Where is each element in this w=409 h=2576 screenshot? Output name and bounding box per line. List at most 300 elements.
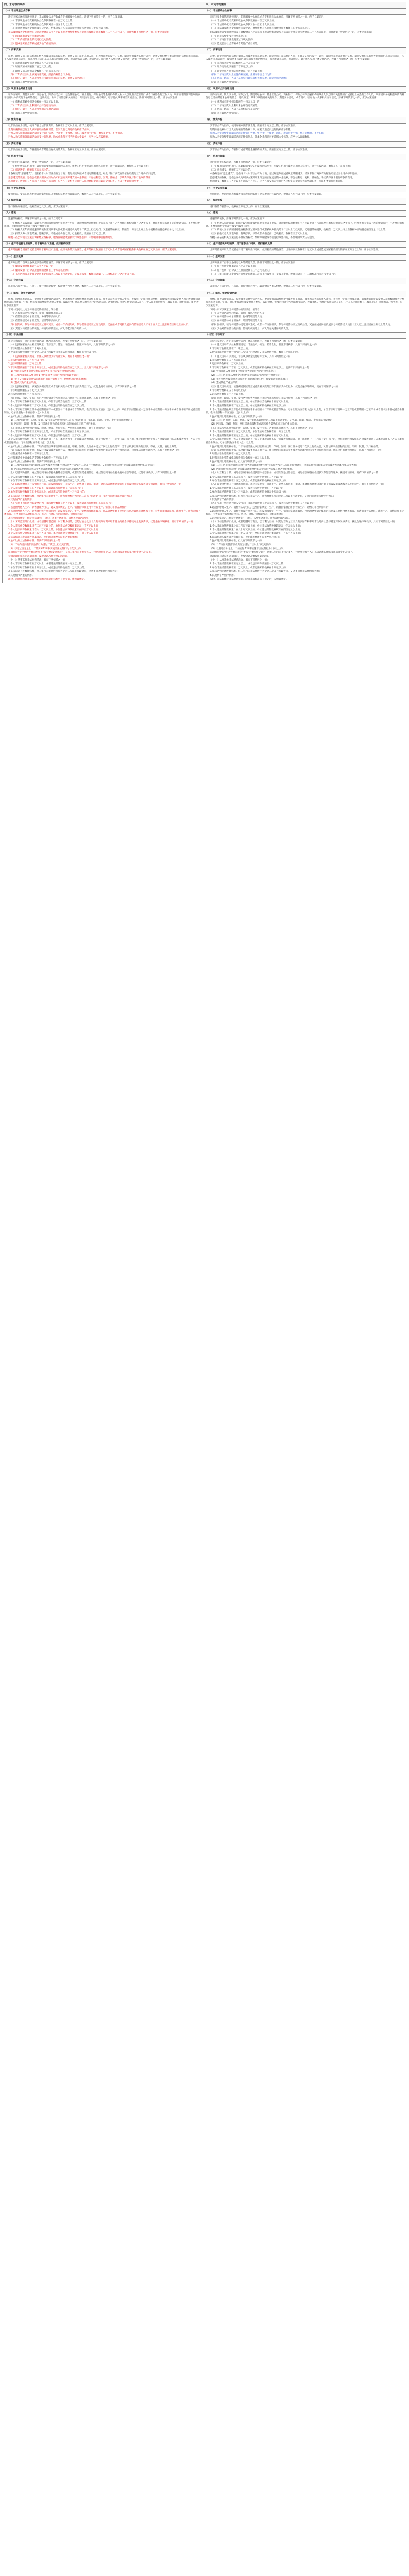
provision-paragraph: 1.个人非法经营数额在五万元以上的，单位非法经营数额在十五万元以上的； [8,401,89,404]
section-title-row [3,211,406,217]
section-title-cell-right [204,291,406,297]
provision-paragraph: 4.虽未达到上述数额标准，二年内因非法从事出版物的出版、印刷、复制、发行业务受过二次以上行政处罚，又非法从事出版物的出版、印刷、复制、发行业务的。 [8,445,179,448]
provision-paragraph: 行为人为实施集资诈骗活动而支付的广告费、中介费、手续费、回扣，或者用于行贿、赠与等费用，不予扣除。 [8,132,125,135]
provision-paragraph: 3.违反国家规定，私设生猪屠宰厂（场），从事生猪屠宰、销售等经营活动的。 [210,517,292,520]
provision-paragraph: （五）明示、暗示三人以上从事与内幕信息相关的证券、期货交易活动的； [210,77,288,80]
provision-paragraph: 以非法占有为目的，在签订、履行合同过程中，骗取对方当事人财物，数额在二万元以上的，应予立案追诉。 [210,285,324,289]
provision-paragraph: （一）获利或者避免损失数额在一百万元以上的； [210,100,263,104]
section-title: （十一）虚开发票 [206,255,225,258]
provision-paragraph: 3.违反国家规定，私设生猪屠宰厂（场），从事生猪屠宰、销售等经营活动的。 [8,517,90,520]
provision-paragraph: 1.个人非法经营数额在五万元以上，或者违法所得数额在一万元以上的； [8,563,84,566]
provision-paragraph: 纳税人在公安机关立案后再补缴应纳税款、缴纳滞纳金或者接受行政处罚的，不影响刑事责任的追究。 [210,236,317,240]
provision-paragraph: 1.个人非法经营数额在五万元以上，或者违法所得数额在一万元以上的； [210,487,286,490]
provision-paragraph: （一）非法吸收或者变相吸收公众存款数额在一百万元以上的； [8,20,75,23]
section-title-cell-left [3,278,204,284]
section-title-row [3,291,406,297]
provision-paragraph: 1.个人非法放贷数额累计在二百万元以上的，单位非法放贷数额累计在一千万元以上的； [210,524,302,528]
provision-paragraph: 3.虽未达到上述数额标准，但两年内因非法生产、销售赌博机行为受过二次以上行政处罚，又进行同种非法经营行为的； [8,495,134,498]
provision-paragraph: （二）虚开发票一百份以上且票面金额在三十万元以上的； [8,269,70,272]
provision-paragraph: （四）具有其他严重情节的。 [8,112,39,115]
section-title-cell-right [204,154,406,160]
section-title: （七）有价证券诈骗 [206,187,227,190]
provision-paragraph: 2.个人违法所得数额在二万元以上的，单位违法所得数额在五万元以上的； [210,404,288,408]
provision-paragraph: 下列人员可以认定为传销活动的组织者、领导者： [8,308,61,311]
provision-paragraph: （三）造成恶劣社会影响或者其他严重后果的。 [8,42,58,45]
provision-paragraph: 法律、司法解释对非法经营犯罪的立案追诉标准另有规定的，依照其规定。 [8,578,87,581]
provision-paragraph: 使用伪造、变造的国库券或者国家发行的其他有价证券进行诈骗活动，数额在五万元以上的，应予立案追诉。 [210,193,324,196]
provision-paragraph: 进行信用卡诈骗活动，涉嫌下列情形之一的，应予立案追诉： [8,161,73,164]
provision-paragraph: 使用伪造、变造的国库券或者国家发行的其他有价证券进行诈骗活动，数额在五万元以上的，应予立案追诉。 [8,193,122,196]
provision-paragraph: （二）证券交易成交额在二百万元以上的； [8,66,54,69]
provision-paragraph: （三）扣缴义务人采取欺骗、隐瞒手段，不缴或者少缴已扣、已收税款，数额在十万元以上的。 [210,232,309,235]
section-title: （一）非法吸收公众存款 [4,10,30,12]
provision-paragraph: （一）在传销活动中起发起、策划、操纵作用的人员； [210,312,267,315]
provision-paragraph: 2.单位非法经营数额在十五万元以上，或者违法所得数额在五万元以上的。 [210,480,288,483]
header-left: 四、未定罪的案件 [3,2,204,9]
provision-paragraph: 恶意透支，数额在五万元以上不满五十万元的，应当在公安机关立案后人民检察院提起公诉前全部归还，可以不予追究刑事责任。 [210,180,345,183]
provision-paragraph: 以非法占有为目的，诈骗银行或者其他金融机构的贷款，数额在五万元以上的，应予立案追诉。 [210,148,309,151]
section-title-cell-left [3,242,204,248]
provision-paragraph: 2.以提供给他人生产、销售食用农产品为目的，违反国家规定，生产、销售国家禁用农药、食品动物中禁止使用的药品及其他化合物等有毒、有害的非食品原料，或者生产、销售添加上述有毒、有害的非食品原料的农药、兽药、饲料、饲料添加剂、饲料原料的； [4,510,200,516]
new-provision-cell [204,192,406,198]
provision-paragraph: 逃避缴纳税款，涉嫌下列情形之一的，应予立案追诉： [210,218,267,221]
provision-paragraph: 2.单位非法经营数额在五十万元以上，或者违法所得数额在十万元以上的； [8,566,87,569]
section-body-row [3,54,406,87]
provision-paragraph: （1）二年内因非法经营国际电信业务或者涉港澳台电信业务行为受过二次以上行政处罚，又非法经营国际电信业务或者涉港澳台电信业务的； [8,464,157,467]
provision-paragraph: 3.非法经营数额在二百五十万元以上，或者违法所得数额在五万元以上，且具有下列情形之一的： [210,366,312,369]
provision-paragraph: 行为人为实施集资诈骗活动而支付的广告费、中介费、手续费、回扣，或者用于行贿、赠与等费用，不予扣除。 [210,132,326,135]
provision-paragraph: （四）二年内三次以上实施内幕交易、泄露内幕信息行为的； [8,73,73,76]
section-title-cell-left [3,332,204,338]
section-title-cell-right [204,198,406,204]
new-provision-cell [204,147,406,154]
provision-paragraph: （五）非法从事出版物的出版、印刷、复制、发行业务，严重扰乱市场秩序，具有下列情形之一的： [8,427,113,430]
section-title-cell-left [3,9,204,15]
provision-paragraph: 3.虽未达到上述数额标准，但具有下列情形之一的： [210,461,265,464]
provision-paragraph: （十）未经监管部门批准，或者超越经营范围，以营利为目的，以超过百分之三十六的实际年利率经常性地向社会不特定对象发放贷款，扰乱金融市场秩序，具有下列情形之一的： [8,521,195,524]
provision-paragraph: 2.经营来话业务造成电信资费损失数额在一百万元以上的； [210,456,272,460]
new-provision-cell [204,204,406,210]
provision-paragraph: （一）虚开发票金额累计在五十万元以上的； [8,265,56,268]
provision-paragraph: （三）造成恶劣社会影响或者其他严重后果的。 [210,42,260,45]
new-provision-cell [204,248,406,254]
provision-paragraph: （九）实施下列危害食品安全行为，非法经营数额在十万元以上，或者违法所得数额在五万元以上的： [8,502,115,505]
provision-paragraph: （三）非法吸收或者变相吸收公众存款，给集资参与人造成直接经济损失数额在五十万元以上的。 [210,27,312,30]
section-title: （十）虚开增值税专用发票、用于骗取出口退税、抵扣税款发票 [4,243,71,246]
section-title-row [3,198,406,204]
provision-paragraph: （2）二年内因非法从事资金支付结算业务违法行为受过行政处罚的； [8,374,81,377]
section-title-row [3,332,406,338]
section-title-cell-left [3,117,204,124]
provision-paragraph: （二）非法吸收或者变相吸收公众存款对象一百五十人以上的； [210,23,276,26]
provision-paragraph: 虚开刑法第二百零五条规定以外的其他发票，涉嫌下列情形之一的，应予立案追诉： [210,261,298,264]
section-title: （九）逃税 [206,212,218,215]
provision-paragraph: 下列人员可以认定为传销活动的组织者、领导者： [210,308,263,311]
provision-paragraph: （1）二年内因实施非法放贷行为受过二次以上行政处罚的； [8,544,72,547]
section-title-row [3,141,406,147]
section-body-row [3,147,406,154]
section-title-cell-right [204,185,406,192]
section-title-cell-left [3,87,204,93]
section-title: （十）虚开增值税专用发票、用于骗取出口退税、抵扣税款发票 [206,243,272,246]
old-provision-cell [3,192,204,198]
provision-paragraph: 2.违法所得数额在十万元以上的； [210,363,246,366]
provision-paragraph: 恶意透支的数额，是指公安机关刑事立案时尚未归还的实际透支的本金数额，不包括利息、复利、滞纳金、手续费等发卡银行收取的费用。 [8,176,153,179]
provision-paragraph: （1）曾因非法从事资金支付结算业务犯罪行为受过刑事追究的； [210,370,278,374]
provision-paragraph: （一）因非法集资受过刑事追究的； [210,35,248,38]
section-body-row [3,204,406,210]
section-body-row [3,248,406,254]
section-body-row [3,260,406,278]
provision-paragraph: 3.个人非法经营报纸五千份或者期刊五千本或者图书二千册或者音像制品、电子出版物五百张（盒）以上的，单位非法经营报纸一万五千份或者期刊一万五千本或者图书五千册或者音像制品、电子出版物一千五百张（盒）以上的； [206,408,404,415]
provision-paragraph: 以非法占有为目的，诈骗银行或者其他金融机构的贷款，数额在五万元以上的，应予立案追诉。 [8,148,108,151]
provision-paragraph: 非法吸收或者变相吸收公众存款数额在五十万元以上或者给集资参与人造成直接经济损失数额在二十五万元以上，同时涉嫌下列情形之一的，应予立案追诉： [210,31,373,34]
section-title: （六）信用卡诈骗 [206,155,225,158]
provision-paragraph: （八）以提供给他人开设赌场为目的，违反国家规定，非法生产、销售具有退币、退分、退钢珠等赌博功能的电子游戏设施设备或者其专用软件，具有下列情形之一的： [8,483,184,486]
provision-paragraph: 4.造成借款人或者其近亲属自杀、死亡或者精神失常等严重后果的； [210,536,281,539]
new-provision-cell [204,284,406,291]
provision-paragraph: 1.个人非法经营数额在十五万元以上的，单位非法经营数额在五十万元以上的； [210,431,293,434]
provision-paragraph: （1）二年内因实施非法放贷行为受过二次以上行政处罚的； [210,544,273,547]
provision-paragraph: （八）以提供给他人开设赌场为目的，违反国家规定，非法生产、销售具有退币、退分、退钢珠等赌博功能的电子游戏设施设备或者其专用软件，具有下列情形之一的： [210,483,385,486]
provision-paragraph: 违反国家金融管理法律规定，非法吸收公众存款或者变相吸收公众存款，涉嫌下列情形之一的，应予立案追诉： [8,16,125,19]
new-provision-cell [204,124,406,142]
section-body-row [3,297,406,332]
provision-paragraph: 4.虽未达到上述数额标准，但具有下列情形之一的： [8,415,63,418]
provision-paragraph: （二）纳税人五年内因逃避缴纳税款受过刑事处罚或者被税务机关给予二次以上行政处罚，又逃避缴纳税款，数额在十万元以上并且占各税种应纳税总额百分之十以上的； [8,229,186,232]
old-provision-cell [3,217,204,242]
section-title: （三）利用未公开信息交易 [206,88,235,91]
provision-paragraph: （五）其他对传销活动的实施、传销组织的建立、扩大等起关键作用的人员。 [8,327,89,330]
provision-paragraph: 行为人为实施集资诈骗活动而支付的利息，除本金未归还可予折抵本金以外，应当计入诈骗数额。 [8,136,110,139]
provision-paragraph: 2.经营来话业务造成电信资费损失数额在一百万元以上的； [8,456,70,460]
provision-paragraph: （二）二年内因非法集资受过行政处罚的； [8,39,54,42]
provision-paragraph: 证券、期货交易内幕信息的知情人员或者非法获取证券、期货交易内幕信息的人员，在涉及证券的发行，证券、期货交易或者其他对证券、期货交易价格有重大影响的信息尚未公开前，买入或者卖出该证券，或者从事与该内幕信息有关的期货交易，或者泄露该信息，或者明示、暗示他人从事上述交易活动，涉嫌下列情形之一的，应予立案追诉： [4,55,201,61]
provision-paragraph: 贷款到期后延长还款期限的，发放贷款次数按照1次计算。 [8,555,69,558]
section-title-cell-right [204,278,406,284]
section-title-row [3,48,406,54]
provision-paragraph: 2.曾因非法经营食盐行为受过二次以上行政处罚又非法经营食盐，数量在十吨以上的。 [210,351,300,354]
section-title-cell-left [3,198,204,204]
section-title: （九）逃税 [4,212,16,215]
provision-paragraph: （三）五年内因虚开发票受过刑事处罚或者二次以上行政处罚，又虚开发票，数额达到第一、二项标准百分之六十以上的。 [210,273,338,276]
old-provision-cell [3,297,204,332]
old-provision-cell [3,160,204,185]
new-provision-cell [204,93,406,117]
section-body-row [3,338,406,583]
section-title-cell-right [204,48,406,54]
provision-paragraph: 1.个人非法放贷数额累计在二百万元以上的，单位非法放贷数额累计在一千万元以上的； [8,524,101,528]
provision-paragraph: 1.非法经营食盐数量在二十吨以上的； [210,347,250,350]
provision-paragraph: 4.其他情节严重的情形。 [210,574,236,577]
provision-paragraph: 法律、司法解释对非法经营犯罪的立案追诉标准另有规定的，依照其规定。 [210,578,288,581]
provision-paragraph: 2.个人违法所得数额在五万元以上的，单位违法所得数额在十五万元以上的； [8,434,89,437]
provision-paragraph: （三）扣缴义务人采取欺骗、隐瞒手段，不缴或者少缴已扣、已收税款，数额在十万元以上的。 [8,232,108,235]
section-title: （十三）组织、领导传销活动 [206,292,237,295]
provision-paragraph: （一）获利或者避免损失数额在五十万元以上的； [210,62,263,65]
provision-paragraph: 2.曾因非法经营食盐行为受过二次以上行政处罚又非法经营食盐，数量在十吨以上的。 [8,351,99,354]
provision-paragraph: 恶意透支，数额在五万元以上不满五十万元的，应当在公安机关立案后人民检察院提起公诉前全部归还，可以不予追究刑事责任。 [8,180,143,183]
provision-paragraph: （一）虚开发票金额累计在五十万元以上的； [210,265,257,268]
section-title-cell-right [204,141,406,147]
provision-paragraph: 3.虽未达到上述数额标准，但二年内因非法经营行为受过二次以上行政处罚，又从事同种非法经营行为的； [8,570,120,573]
provision-paragraph: （3）拒不交代涉案资金去向或者拒不配合追缴工作，致使赃款无法追缴的； [8,378,88,381]
provision-paragraph: （一）非法吸收或者变相吸收公众存款数额在一百万元以上的； [210,20,276,23]
provision-paragraph: （3）拒不交代涉案资金去向或者拒不配合追缴工作，致使赃款无法追缴的； [210,378,290,381]
old-provision-cell [3,284,204,291]
provision-paragraph: （1）二年内因出版、印刷、复制、发行非法出版物受过二次以上行政处罚，又出版、印刷、复制、发行非法出版物的； [210,419,335,422]
new-provision-cell [204,260,406,278]
section-body-row [3,15,406,48]
provision-paragraph: 1.非法经营数额在五百万元以上的； [8,389,46,393]
provision-paragraph: （二）非法吸收或者变相吸收公众存款对象一百五十人以上的； [8,23,75,26]
section-title-row [3,154,406,160]
provision-paragraph: 组织、领导以推销商品、提供服务等经营活动为名，要求参加者以缴纳费用或者购买商品、服务等方式获得加入资格，并按照一定顺序组成层级，直接或者间接以发展人员的数量作为计酬或者返利依据，引诱、胁迫参加者继续发展他人参加，骗取财物，扰乱经济社会秩序的传销活动，涉嫌组织、领导的传销活动人员在三十人以上且层级在三级以上的，对组织者、领导者，应予立案追诉。 [206,298,404,308]
provision-paragraph: （五）其他对传销活动的实施、传销组织的建立、扩大等起关键作用的人员。 [210,327,291,330]
provision-paragraph: 4.虽未达到上述数额标准，但具有下列情形之一的： [210,415,265,418]
provision-paragraph: （2）二年内因非法从事资金支付结算业务违法行为受过行政处罚的； [210,374,283,377]
new-provision-cell [204,297,406,332]
provision-paragraph: 1.以提供给他人生产、销售食品为目的，违反国家规定，生产、销售国家禁止用于食品生产、销售的非食品原料的； [210,506,331,509]
section-title: （十四）非法经营 [4,333,23,336]
provision-paragraph: （十一）从事其他非法经营活动，具有下列情形之一的： [8,559,68,562]
section-title: （十一）虚开发票 [4,255,23,258]
section-title-cell-right [204,332,406,338]
section-body-row [3,284,406,291]
new-provision-cell [204,338,406,583]
section-body-row [3,217,406,242]
provision-paragraph: （四）二年内三次以上实施内幕交易、泄露内幕信息行为的； [210,73,274,76]
provision-paragraph: （三）非法吸收或者变相吸收公众存款，给集资参与人造成直接经济损失数额在五十万元以上的。 [8,27,110,30]
provision-paragraph: （二）违反国家有关规定，非法从事资金支付结算业务，具有下列情形之一的： [8,355,91,358]
provision-paragraph: 恶意透支的数额，是指公安机关刑事立案时尚未归还的实际透支的本金数额，不包括利息、复利、滞纳金、手续费等发卡银行收取的费用。 [210,176,355,179]
section-title: （二）内幕交易 [4,49,21,52]
old-provision-cell [3,204,204,210]
section-title: （五）贷款诈骗 [206,142,223,145]
old-provision-cell [3,147,204,154]
provision-paragraph: （二）二年内三次以上利用未公开信息交易的； [8,105,58,108]
section-title-row [3,242,406,248]
provision-paragraph: 5.虽未达到上述数额标准，但具有下列情形之一的： [210,540,265,543]
new-provision-cell [204,160,406,185]
provision-paragraph: 3.非法经营数额在二百五十万元以上，或者违法所得数额在五万元以上，且具有下列情形之一的： [8,366,110,369]
provision-paragraph: 3.虽未达到上述数额标准，但两年内因非法生产、销售赌博机行为受过二次以上行政处罚，又进行同种非法经营行为的； [210,495,336,498]
header-right: 四、未定罪的案件 [204,2,406,9]
section-title-cell-right [204,211,406,217]
provision-paragraph: 2.个人违法所得数额在五万元以上的，单位违法所得数额在十五万元以上的； [210,434,290,437]
provision-paragraph: （2）因出版、印刷、复制、发行非法出版物造成恶劣社会影响或者其他严重后果的。 [210,423,299,426]
section-body-row [3,93,406,117]
provision-paragraph: （三）违反国家规定，实施倒买倒卖外汇或者变相买卖外汇等非法买卖外汇行为，扰乱金融市场秩序，具有下列情形之一的： [210,385,340,388]
section-title-row [3,9,406,15]
provision-paragraph: （六）采取租用国际专线、私设转接设备或者其他方法，擅自经营国际电信业务或者涉港澳台电信业务进行营利活动，扰乱电信市场管理秩序，具有下列情形之一的： [8,449,182,452]
provision-paragraph: （六）具有其他严重情节的。 [210,81,241,84]
provision-paragraph: （2）以超过百分之七十二的实际年利率实施非法放贷行为十次以上的。 [210,547,285,550]
provision-paragraph: （二）在传销活动中承担管理、协调等职责的人员； [8,316,63,319]
section-title-cell-left [3,254,204,260]
provision-paragraph: 2.以提供给他人生产、销售食用农产品为目的，违反国家规定，生产、销售国家禁用农药、食品动物中禁止使用的药品及其他化合物等有毒、有害的非食品原料，或者生产、销售添加上述有毒、有害的非食品原料的农药、兽药、饲料、饲料添加剂、饲料原料的； [206,510,404,516]
provision-paragraph: （五）非法从事出版物的出版、印刷、复制、发行业务，严重扰乱市场秩序，具有下列情形之一的： [210,427,315,430]
provision-paragraph: 进行保险诈骗活动，数额在五万元以上的，应予立案追诉。 [210,205,272,208]
provision-paragraph: 贷款到期后延长还款期限的，发放贷款次数按照1次计算。 [210,555,271,558]
provision-paragraph: （三）期货交易占用保证金数额在一百万元以上的； [210,70,265,73]
section-title: （六）信用卡诈骗 [4,155,23,158]
provision-paragraph: 虚开刑法第二百零五条规定以外的其他发票，涉嫌下列情形之一的，应予立案追诉： [8,261,96,264]
section-body-row [3,160,406,185]
section-title-cell-left [3,141,204,147]
provision-paragraph: 4.造成借款人或者其近亲属自杀、死亡或者精神失常等严重后果的； [8,536,79,539]
section-title-cell-left [3,154,204,160]
provision-paragraph: 4.其他情节严重的情形。 [210,498,236,501]
section-title-cell-left [3,291,204,297]
provision-paragraph: 2.违法所得数额在十万元以上的。 [210,393,246,396]
provision-paragraph: （二）违反国家有关规定，非法从事资金支付结算业务，具有下列情形之一的： [210,355,293,358]
provision-paragraph: （四）出版、印刷、复制、发行严重危害社会秩序和扰乱市场秩序的非法出版物，具有下列情形之一的： [8,397,118,400]
provision-paragraph: 4.其他情节严重的情形。 [8,574,35,577]
provision-paragraph: 3.个人非法放贷对象累计在五十人以上的，单位非法放贷对象累计在一百五十人以上的； [210,532,302,535]
provision-paragraph: （十一）从事其他非法经营活动，具有下列情形之一的： [210,559,269,562]
provision-paragraph: 1.个人非法经营数额在五万元以上的，单位非法经营数额在十五万元以上的； [210,401,290,404]
provision-paragraph: （九）实施下列危害食品安全行为，非法经营数额在十万元以上，或者违法所得数额在五万元以上的： [210,502,317,505]
section-body-row [3,124,406,142]
provision-paragraph: 1.个人非法经营数额在五万元以上，或者违法所得数额在一万元以上的； [8,487,84,490]
provision-paragraph: （十）未经监管部门批准，或者超越经营范围，以营利为目的，以超过百分之三十六的实际年利率经常性地向社会不特定对象发放贷款，扰乱金融市场秩序，具有下列情形之一的： [210,521,397,524]
provision-paragraph: 证券、期货交易内幕信息的知情人员或者非法获取证券、期货交易内幕信息的人员，在涉及证券的发行，证券、期货交易或者其他对证券、期货交易价格有重大影响的信息尚未公开前，买入或者卖出该证券，或者从事与该内幕信息有关的期货交易，或者泄露该信息，或者明示、暗示他人从事上述交易活动，涉嫌下列情形之一的，应予立案追诉： [206,55,404,61]
section-title-row [3,185,406,192]
provision-paragraph: （2）因出版、印刷、复制、发行非法出版物造成恶劣社会影响或者其他严重后果的。 [8,423,97,426]
provision-paragraph: （四）具有其他严重情节的。 [210,112,241,115]
new-provision-cell [204,217,406,242]
old-provision-cell [3,124,204,142]
section-title: （五）贷款诈骗 [4,142,21,145]
provision-paragraph: 2.单位非法经营数额在十五万元以上，或者违法所得数额在五万元以上的。 [8,480,87,483]
provision-paragraph: 以非法占有为目的，在签订、履行合同过程中，骗取对方当事人财物，数额在二万元以上的，应予立案追诉。 [8,285,122,289]
provision-paragraph: 本条规定的“恶意透支”，是指持卡人以非法占有为目的，超过规定限额或者规定期限透支，经发卡银行两次有效催收后超过三个月仍不归还的。 [210,173,359,176]
section-title: （十二）合同诈骗 [206,279,225,282]
provision-paragraph: 3.个人非法经营报纸一万五千份或者期刊一万五千本或者图书五千册或者音像制品、电子出版物一千五百张（盒）以上的，单位非法经营报纸五万份或者期刊五万本或者图书一万五千册或者音像制品、电子出版物五千张（盒）以上的； [4,438,200,445]
provision-paragraph: （一）纳税人采取欺骗、隐瞒手段进行虚假纳税申报或者不申报，逃避缴纳税款数额在十万元以上并且占各税种应纳税总额百分之十以上，经税务机关依法下达追缴通知后，不补缴应纳税款、不缴纳滞纳金或者不接受行政处罚的； [4,222,201,228]
provision-paragraph: （二）恶意透支，数额在五万元以上的。 [8,168,51,172]
provision-paragraph: （三）在传销活动中承担宣传、培训等职责的人员； [210,319,265,323]
old-provision-cell [3,54,204,87]
provision-paragraph: 1.非法经营数额在五百万元以上的； [8,359,46,362]
provision-paragraph: 2.单位非法经营数额在五十万元以上，或者违法所得数额在十万元以上的； [8,491,87,494]
provision-paragraph: （一）使用伪造的信用卡、以虚假的身份证明骗领的信用卡、作废的信用卡或者冒用他人信用卡，进行诈骗活动，数额在五千元以上的； [8,165,151,168]
section-title-cell-left [3,48,204,54]
section-title: （十三）组织、领导传销活动 [4,292,35,295]
old-provision-cell [3,15,204,48]
provision-paragraph: 1.个人非法经营数额在十五万元以上的，单位非法经营数额在五十万元以上的； [8,431,91,434]
provision-paragraph: 1.个人非法经营数额在五万元以上，或者违法所得数额在二万元以上的； [8,476,84,479]
section-title-row [3,117,406,124]
provision-paragraph: 4.虽未达到上述数额标准，二年内因非法从事出版物的出版、印刷、复制、发行业务受过二次以上行政处罚，又非法从事出版物的出版、印刷、复制、发行业务的。 [210,445,381,448]
provision-paragraph: 非法吸收或者变相吸收公众存款数额在五十万元以上或者给集资参与人造成直接经济损失数额在二十五万元以上，同时涉嫌下列情形之一的，应予立案追诉： [8,31,172,34]
provision-paragraph: （二）二年内因非法集资受过行政处罚的； [210,39,255,42]
provision-paragraph: （2）以超过百分之七十二的实际年利率实施非法放贷行为十次以上的。 [8,547,84,550]
provision-paragraph: 进行保险诈骗活动，数额在五万元以上的，应予立案追诉。 [8,205,70,208]
section-title-row [3,87,406,93]
provision-paragraph: 前款规定中的“经常性地向社会不特定对象发放贷款”，是指二年内向不特定多人（包括单位和个人）以借款或其他名义出借资金十次以上。 [210,551,355,554]
section-title-cell-right [204,254,406,260]
provision-paragraph: （一）获利或者避免损失数额在一百万元以上的； [8,100,61,104]
provision-paragraph: （一）违反国家有关盐业管理规定，非法生产、储运、销售食盐，扰乱市场秩序，具有下列情形之一的： [210,344,319,347]
provision-paragraph: （三）期货交易占用保证金数额在一百万元以上的； [8,70,63,73]
provision-paragraph: （五）明示、暗示三人以上从事与内幕信息相关的证券、期货交易活动的； [8,77,87,80]
provision-paragraph: 3.个人非法经营报纸五千份或者期刊五千本或者图书二千册或者音像制品、电子出版物五百张（盒）以上的，单位非法经营报纸一万五千份或者期刊一万五千本或者图书五千册或者音像制品、电子出版物一千五百张（盒）以上的； [4,408,200,415]
section-title-cell-right [204,242,406,248]
new-provision-cell [204,54,406,87]
section-title: （三）利用未公开信息交易 [4,88,33,91]
new-provision-cell [204,15,406,48]
provision-paragraph: 1.个人非法经营数额在五万元以上，或者违法所得数额在一万元以上的； [210,563,286,566]
section-title-cell-left [3,185,204,192]
provision-paragraph: 2.违法所得数额在十万元以上的。 [8,393,44,396]
provision-paragraph: （三）明示、暗示三人以上从事相关交易活动的； [8,108,61,111]
provision-paragraph: 虚开增值税专用发票或者虚开用于骗取出口退税、抵扣税款的其他发票，虚开的税款数额在十万元以上或者造成国家税款损失数额在五万元以上的，应予立案追诉。 [8,249,179,252]
section-title: （十四）非法经营 [206,333,225,336]
provision-paragraph: （三）在传销活动中承担宣传、培训等职责的人员； [8,319,63,323]
provision-paragraph: （2）因非法经营国际电信业务或者涉港澳台电信业务行为造成其他严重后果的。 [210,468,295,471]
section-title: （七）有价证券诈骗 [4,187,26,190]
provision-paragraph: 逃避缴纳税款，涉嫌下列情形之一的，应予立案追诉： [8,218,66,221]
section-title-cell-right [204,87,406,93]
provision-paragraph: 4.其他情节严重的情形。 [8,498,35,501]
section-title: （四）集资诈骗 [4,118,21,122]
provision-paragraph: （一）纳税人采取欺骗、隐瞒手段进行虚假纳税申报或者不申报，逃避缴纳税款数额在十万元以上并且占各税种应纳税总额百分之十以上，经税务机关依法下达追缴通知后，不补缴应纳税款、不缴纳滞纳金或者不接受行政处罚的； [206,222,404,228]
provision-paragraph: 1.非法经营食盐数量在二十吨以上的； [8,347,48,350]
section-title-row [3,278,406,284]
provision-paragraph: （二）纳税人五年内因逃避缴纳税款受过刑事处罚或者被税务机关给予二次以上行政处罚，又逃避缴纳税款，数额在十万元以上并且占各税种应纳税总额百分之十以上的； [210,229,388,232]
provision-paragraph: 3.虽未达到上述数额标准，但具有下列情形之一的： [8,461,63,464]
provision-paragraph: 集资诈骗数额以行为人实际骗取的数额计算，在案发前已归还的数额应予扣除。 [8,128,91,131]
comparison-table [2,2,406,583]
provision-paragraph: （三）明示、暗示三人以上从事相关交易活动的； [210,108,263,111]
table-header-row [3,2,406,9]
provision-paragraph: （一）在传销活动中起发起、策划、操纵作用的人员； [8,312,66,315]
provision-paragraph: （二）恶意透支，数额在五万元以上的。 [210,168,253,172]
provision-paragraph: 集资诈骗数额以行为人实际骗取的数额计算，在案发前已归还的数额应予扣除。 [210,128,293,131]
section-title-cell-right [204,117,406,124]
provision-paragraph: （四）因组织、领导传销活动受过刑事追究，或者一年内因组织、领导传销活动受过行政处罚，又直接或者间接发展参与传销活动人员在十五人以上且层级在三级以上的人员； [210,324,392,327]
provision-paragraph: 证券交易所、期货交易所、证券公司、期货经纪公司、基金管理公司、商业银行、保险公司等金融机构的从业人员以及有关监管部门或者行业协会的工作人员，利用因职务便利获取的内幕信息以外的其他未公开的信息，违反规定，从事与该信息相关的证券、期货交易活动，或者明示、暗示他人从事相关交易活动，涉嫌下列情形之一的，应予立案追诉： [206,94,404,100]
provision-paragraph: （1）曾因非法从事资金支付结算业务犯罪行为受过刑事追究的； [8,370,76,374]
provision-paragraph: 1.非法经营数额在五百万元以上的； [210,389,248,393]
provision-paragraph: （2）因非法经营国际电信业务或者涉港澳台电信业务行为造成其他严重后果的。 [8,468,93,471]
provision-paragraph: 5.虽未达到上述数额标准，但具有下列情形之一的： [8,540,63,543]
provision-paragraph: 违反国家规定，进行非法经营活动，扰乱市场秩序，涉嫌下列情形之一的，应予立案追诉： [8,340,103,343]
provision-paragraph: 本条规定的“恶意透支”，是指持卡人以非法占有为目的，超过规定限额或者规定期限透支，经发卡银行两次有效催收后超过三个月仍不归还的。 [8,173,158,176]
provision-paragraph: 1.个人非法经营数额在五万元以上，或者违法所得数额在二万元以上的； [210,476,286,479]
section-title: （四）集资诈骗 [206,118,223,122]
provision-paragraph: （三）五年内因虚开发票受过刑事处罚或者二次以上行政处罚，又虚开发票，数额达到第一、二项标准百分之六十以上的。 [8,273,137,276]
section-title: （一）非法吸收公众存款 [206,10,232,12]
provision-paragraph: 前款规定中的“经常性地向社会不特定对象发放贷款”，是指二年内向不特定多人（包括单位和个人）以借款或其他名义出借资金十次以上。 [8,551,153,554]
provision-paragraph: （4）造成其他严重后果的。 [8,382,39,385]
provision-paragraph: 违反国家金融管理法律规定，非法吸收公众存款或者变相吸收公众存款，涉嫌下列情形之一的，应予立案追诉： [210,16,326,19]
section-title-cell-left [3,211,204,217]
provision-paragraph: （一）违反国家有关盐业管理规定，非法生产、储运、销售食盐，扰乱市场秩序，具有下列情形之一的： [8,344,118,347]
provision-paragraph: 行为人为实施集资诈骗活动而支付的利息，除本金未归还可予折抵本金以外，应当计入诈骗数额。 [210,136,312,139]
provision-paragraph: （四）因组织、领导传销活动受过刑事追究，或者一年内因组织、领导传销活动受过行政处罚，又直接或者间接发展参与传销活动人员在十五人以上且层级在三级以上的人员； [8,324,191,327]
provision-paragraph: （七）以营利为目的，通过信息网络有偿提供删除信息服务，或者明知是虚假信息，通过信息网络有偿提供发布信息等服务，扰乱市场秩序，具有下列情形之一的： [210,472,381,475]
provision-paragraph: （二）在传销活动中承担管理、协调等职责的人员； [210,316,265,319]
provision-paragraph: （六）具有其他严重情节的。 [8,81,39,84]
section-title-cell-right [204,9,406,15]
provision-paragraph: 2.违法所得数额在十万元以上的； [8,363,44,366]
provision-paragraph: （一）获利或者避免损失数额在五十万元以上的； [8,62,61,65]
old-provision-cell [3,338,204,583]
old-provision-cell [3,93,204,117]
